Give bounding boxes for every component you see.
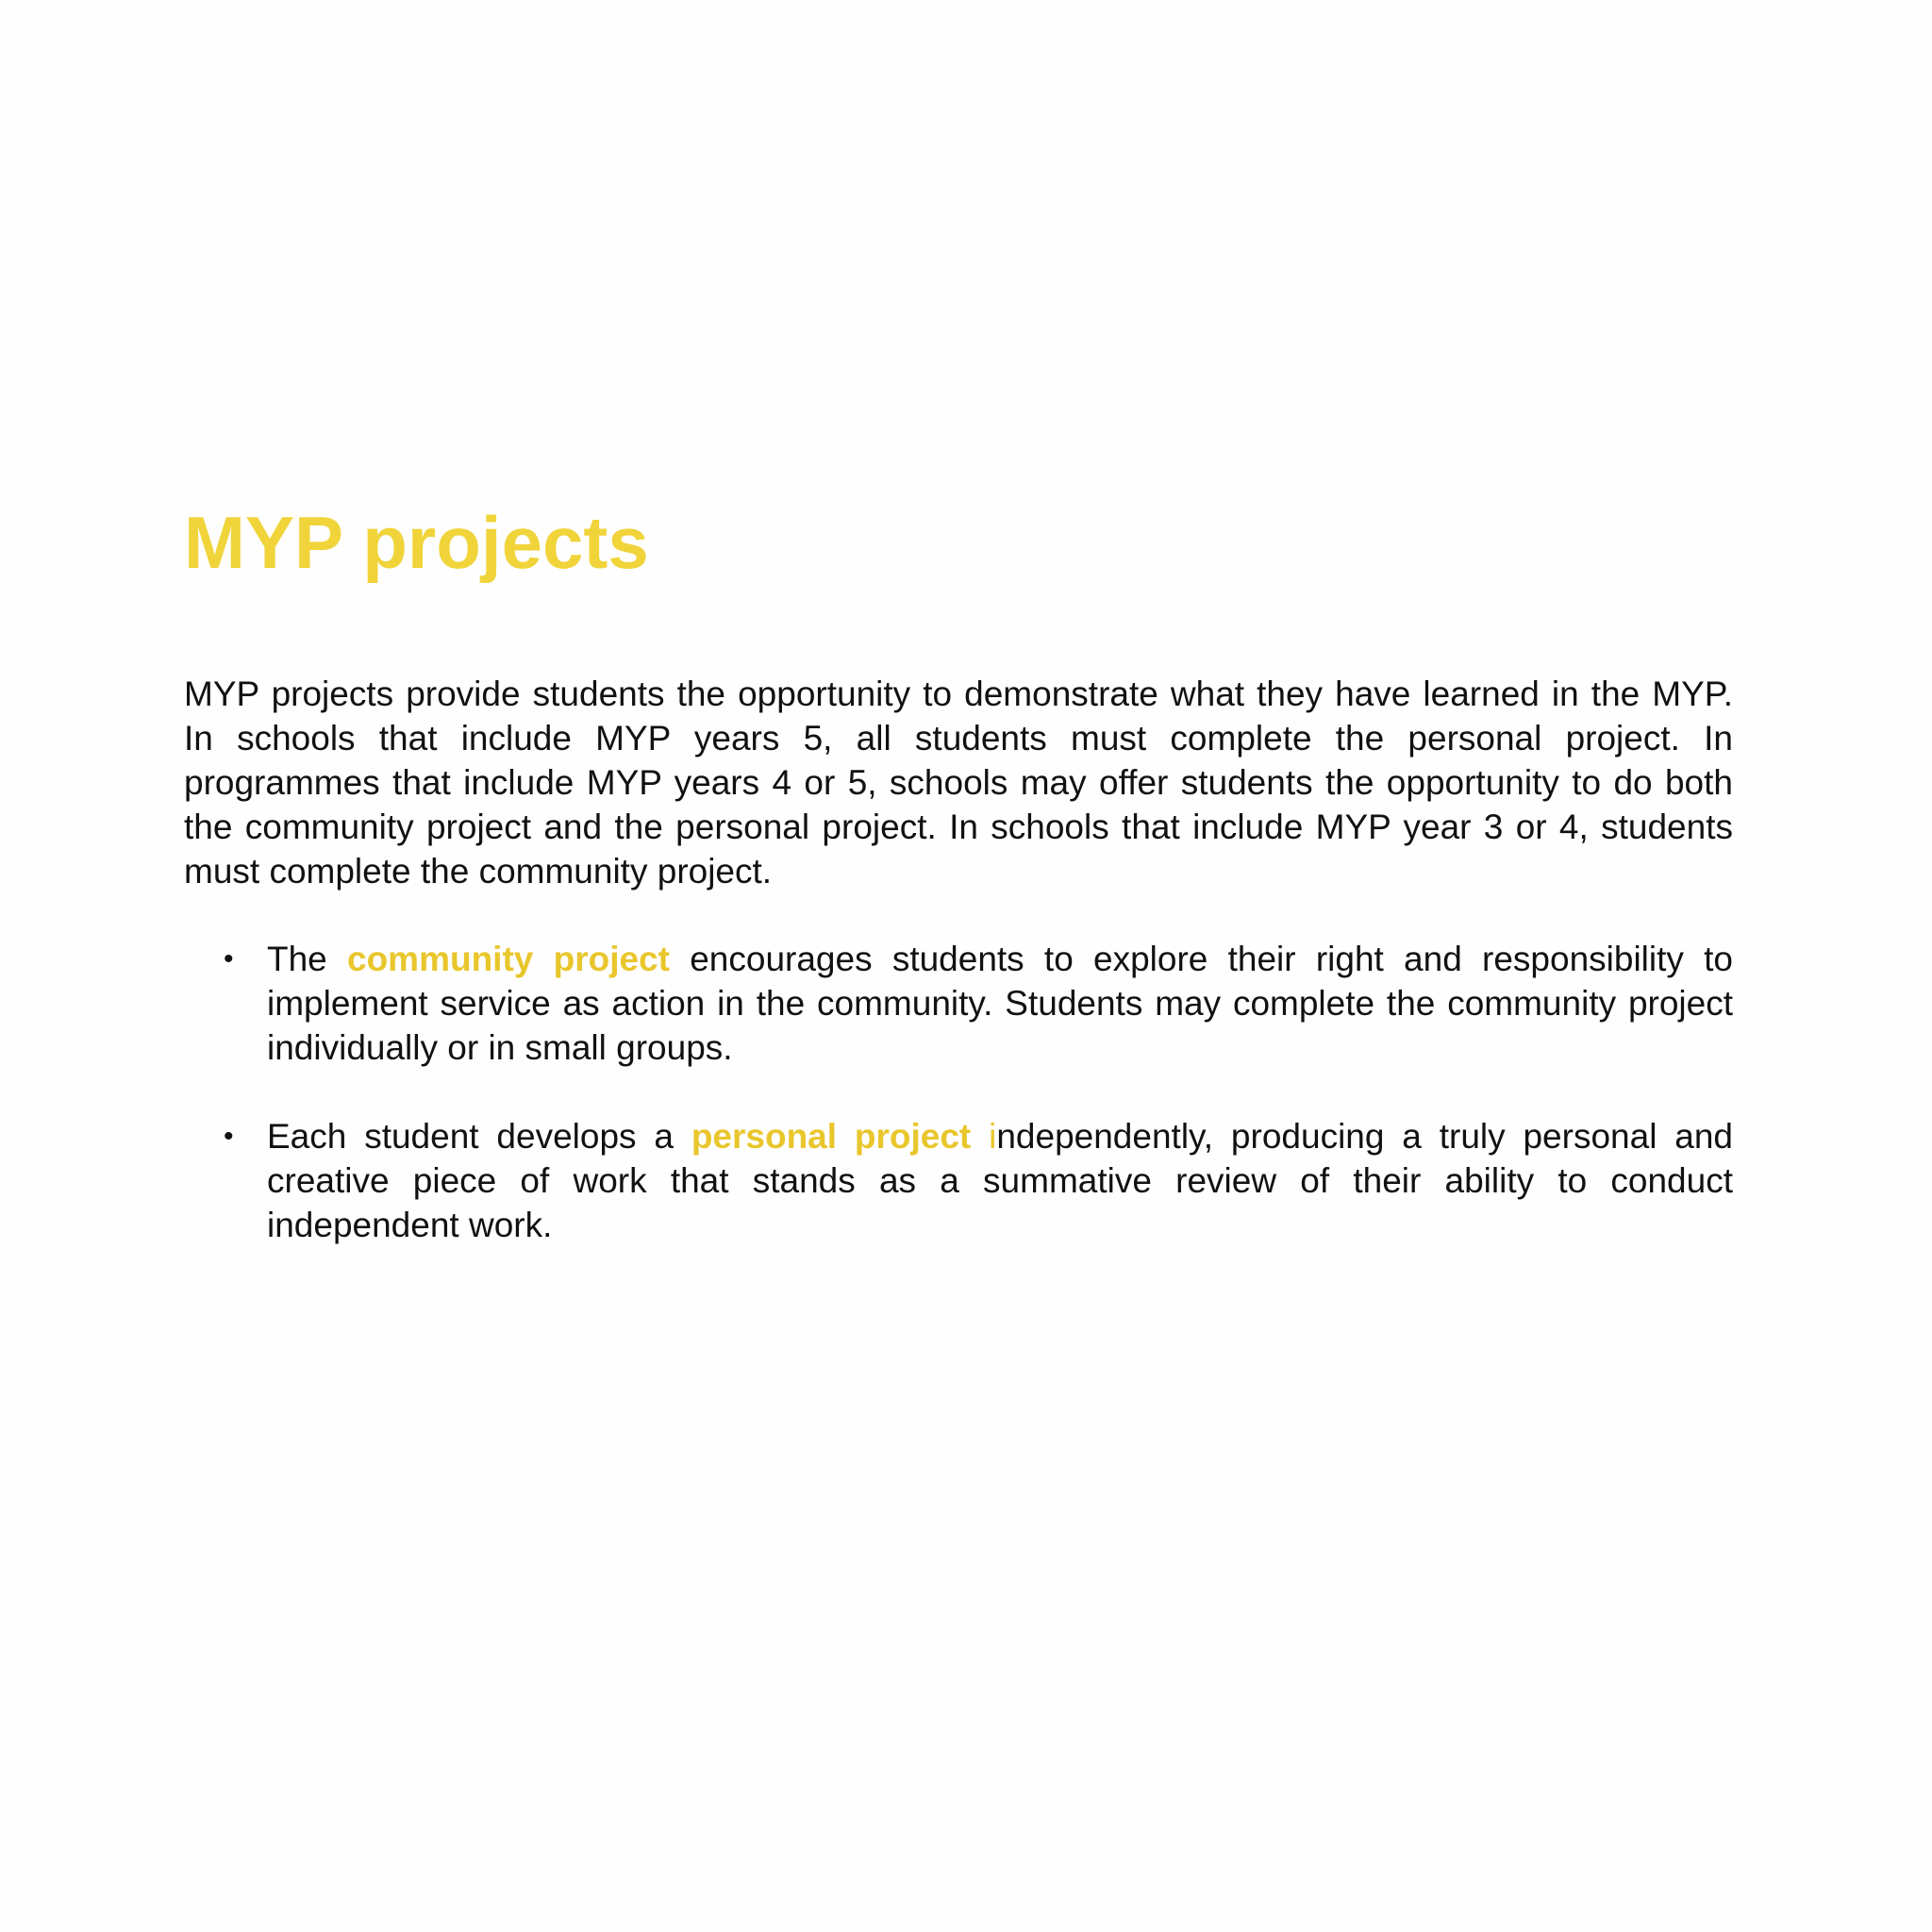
bullet-text-before: Each student develops a: [267, 1117, 691, 1156]
bullet-icon: •: [224, 943, 234, 974]
bullet-text-after: encourages students to explore their right and responsibility to implement service as action in the community. Students may complete the community project individually or in small groups.: [267, 940, 1733, 1067]
bullet-text-after: ndependently, producing a truly personal and creative piece of work that stands as a summative review of their ability to conduct independent work.: [267, 1117, 1733, 1244]
highlight-letter: i: [989, 1117, 997, 1156]
list-item-personal-project: [184, 1114, 1733, 1247]
bullet-text-before: The: [267, 940, 347, 978]
list-item-community-project: [184, 937, 1733, 1070]
highlight-personal-project: personal project: [691, 1117, 990, 1156]
bullet-list: [184, 937, 1733, 1247]
highlight-community-project: community project: [347, 940, 670, 978]
intro-paragraph: MYP projects provide students the opportunity to demonstrate what they have learned in the MYP. In schools that include MYP years 5, all students must complete the personal project. In programmes that include MYP years 4 or 5, schools may offer students the opportunity to do both the community project and the personal project. In schools that include MYP year 3 or 4, students must complete the community project.: [184, 675, 1733, 891]
document-page: [184, 500, 1733, 1291]
bullet-icon: •: [224, 1121, 234, 1152]
page-title: MYP projects: [184, 501, 649, 584]
